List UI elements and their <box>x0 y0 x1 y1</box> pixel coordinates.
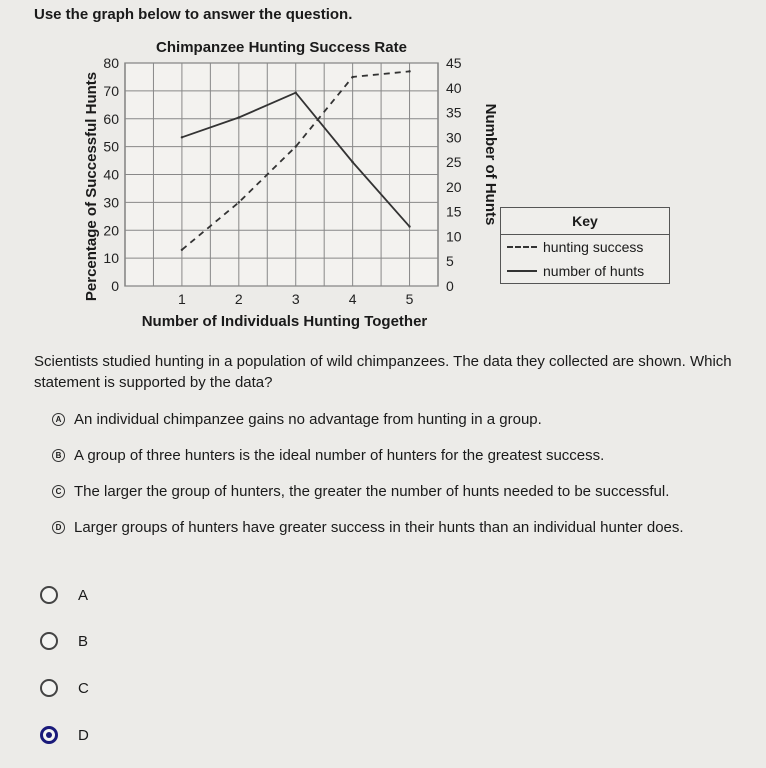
y-left-tick-label: 50 <box>103 138 119 155</box>
y-right-tick-label: 20 <box>446 178 462 195</box>
statement-text: Larger groups of hunters have greater success in their hunts than an individual hunter does. <box>74 519 684 536</box>
y-left-tick-label: 80 <box>103 55 119 71</box>
statement-a <box>52 411 542 428</box>
prompt-text: Use the graph below to answer the question. <box>34 6 353 23</box>
y-left-tick-label: 30 <box>103 194 119 211</box>
chimpanzee-chart <box>0 0 766 340</box>
number-of-hunts-point <box>408 225 410 227</box>
key-row-number-of-hunts <box>501 259 669 283</box>
y-left-tick-label: 10 <box>103 250 119 267</box>
choice-d[interactable] <box>40 726 89 744</box>
y-right-tick-label: 10 <box>446 228 462 245</box>
choice-label-c[interactable]: C <box>78 679 89 697</box>
y-right-tick-label: 45 <box>446 55 462 71</box>
statement-letter-icon: B <box>52 449 65 462</box>
statement-letter-icon: C <box>52 485 65 498</box>
dashed-line-swatch <box>507 246 537 248</box>
choice-label-d[interactable]: D <box>78 726 89 744</box>
statement-text: A group of three hunters is the ideal number of hunters for the greatest success. <box>74 447 605 464</box>
y-right-tick-label: 30 <box>446 129 462 146</box>
y-left-tick-label: 20 <box>103 222 119 239</box>
choice-c[interactable] <box>40 679 89 697</box>
choice-a[interactable] <box>40 586 88 604</box>
statement-letter-icon: A <box>52 413 65 426</box>
y-left-tick-label: 0 <box>111 278 119 294</box>
radio-button-d[interactable] <box>40 726 58 744</box>
y-right-tick-label: 25 <box>446 154 462 171</box>
radio-button-a[interactable] <box>40 586 58 604</box>
statement-text: The larger the group of hunters, the greater the number of hunts needed to be successful. <box>74 483 670 500</box>
chart-key <box>500 207 670 284</box>
chart-title: Chimpanzee Hunting Success Rate <box>156 39 407 56</box>
key-label-number-of-hunts: number of hunts <box>543 263 645 279</box>
x-tick-label: 4 <box>348 291 357 307</box>
hunting-success-point <box>408 70 410 72</box>
number-of-hunts-point <box>181 136 183 138</box>
y-right-tick-label: 5 <box>446 253 454 270</box>
number-of-hunts-point <box>295 92 297 94</box>
number-of-hunts-point <box>238 116 240 118</box>
x-tick-label: 1 <box>178 291 186 307</box>
key-label-hunting-success: hunting success <box>543 239 644 255</box>
statement-letter-icon: D <box>52 521 65 534</box>
x-tick-label: 3 <box>291 291 300 307</box>
radio-button-c[interactable] <box>40 679 58 697</box>
y-left-tick-label: 60 <box>103 110 119 127</box>
y-left-tick-label: 70 <box>103 82 119 99</box>
x-tick-label: 2 <box>234 291 243 307</box>
hunting-success-point <box>181 249 183 251</box>
key-row-hunting-success <box>501 235 669 259</box>
choice-label-a[interactable]: A <box>78 586 89 604</box>
solid-line-swatch <box>507 270 537 272</box>
statement-b <box>52 447 604 464</box>
hunting-success-point <box>295 145 297 147</box>
y-right-axis-label: Number of Hunts <box>482 103 499 226</box>
y-right-tick-label: 40 <box>446 79 462 96</box>
statement-d <box>52 519 684 536</box>
choice-b[interactable] <box>40 632 88 650</box>
statement-text: An individual chimpanzee gains no advantage from hunting in a group. <box>74 411 542 428</box>
statement-c <box>52 483 669 500</box>
hunting-success-point <box>351 76 353 78</box>
y-right-tick-label: 0 <box>446 278 454 294</box>
radio-button-b[interactable] <box>40 632 58 650</box>
x-axis-label: Number of Individuals Hunting Together <box>141 313 428 330</box>
question-text: Scientists studied hunting in a population of wild chimpanzees. The data they collected are shown. Which statement is supported by the data? <box>34 353 732 391</box>
hunting-success-point <box>238 201 240 203</box>
y-left-axis-label: Percentage of Successful Hunts <box>83 71 100 302</box>
y-left-tick-label: 40 <box>103 166 119 183</box>
key-title: Key <box>501 208 669 235</box>
choice-label-b[interactable]: B <box>78 632 89 650</box>
number-of-hunts-point <box>351 161 353 163</box>
x-tick-label: 5 <box>405 291 414 307</box>
y-right-tick-label: 15 <box>446 203 462 220</box>
y-right-tick-label: 35 <box>446 104 462 121</box>
